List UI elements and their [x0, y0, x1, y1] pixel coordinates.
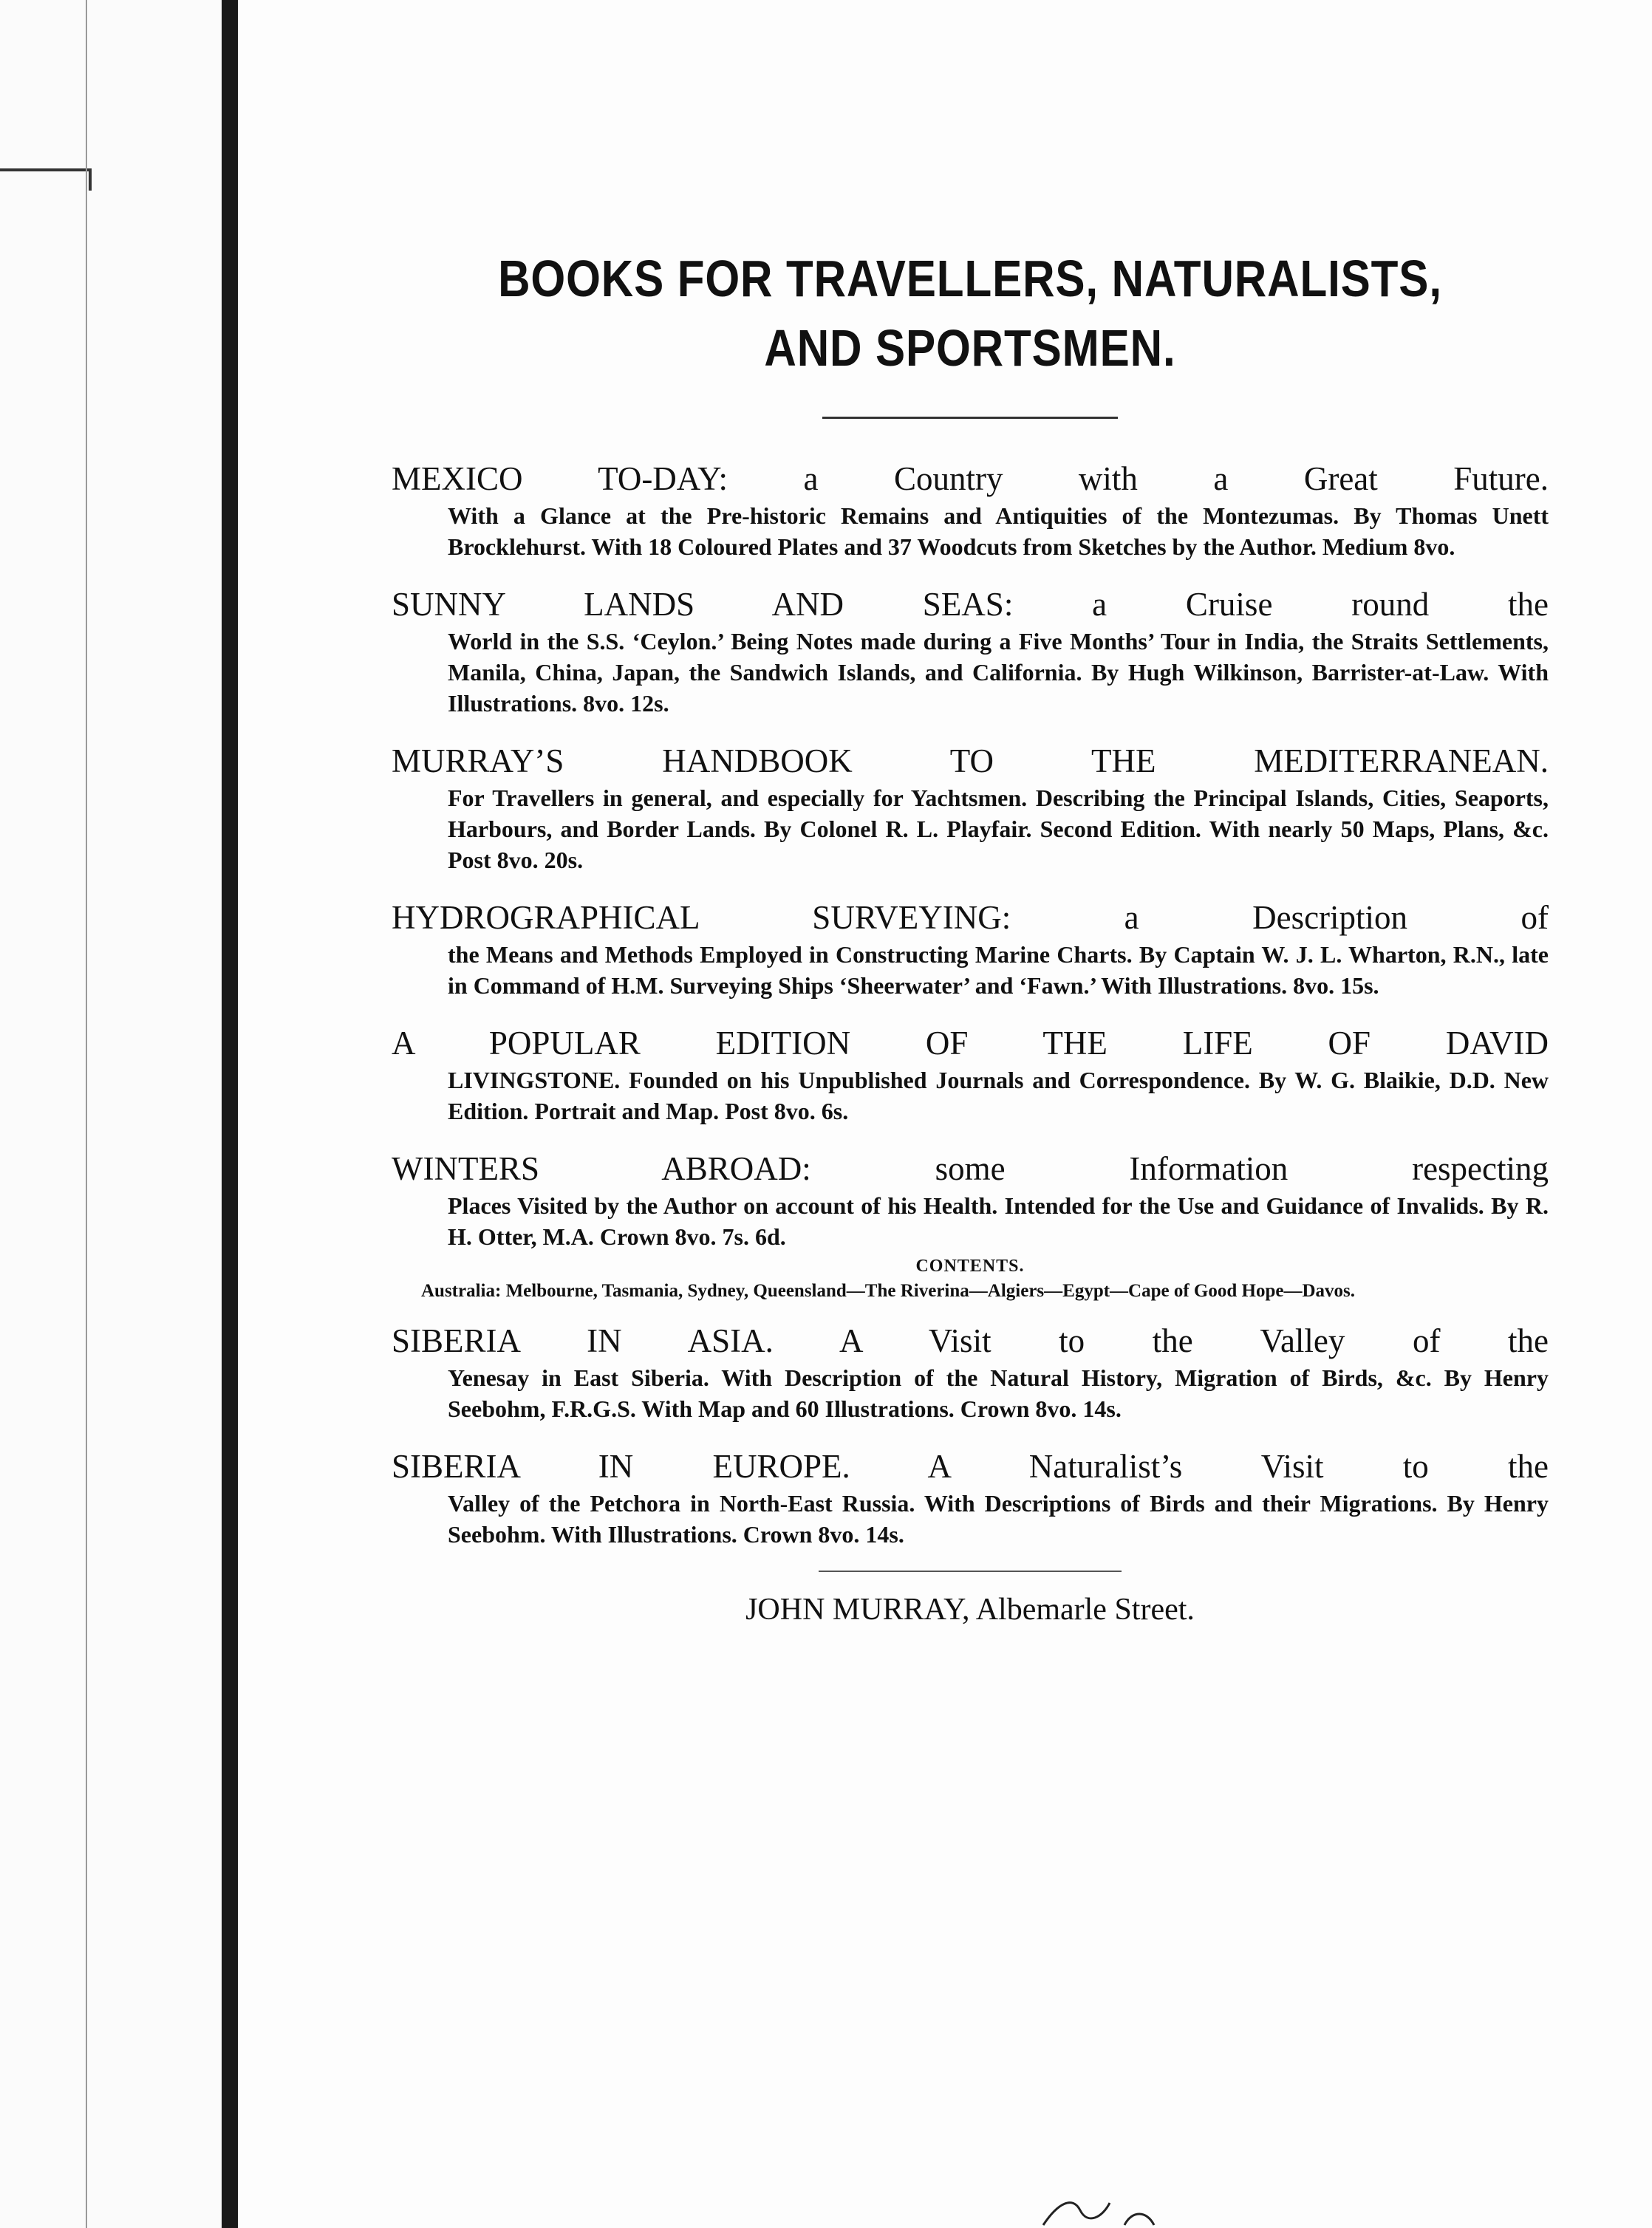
book-entry-heading: MURRAY’S HANDBOOK TO THE MEDITERRANEAN. [392, 742, 1549, 779]
book-entry-description: the Means and Methods Employed in Constructing Marine Charts. By Captain W. J. L. Wharton, R.N., late in Command of H.M. Surveying Ships ‘Sheerwater’ and ‘Fawn.’ With Illustrations. 8vo. 15s. [448, 941, 1549, 999]
ink-scribble-mark [1036, 2188, 1169, 2228]
publisher-imprint: JOHN MURRAY, Albemarle Street. [745, 1593, 1195, 1627]
book-entry-heading: MEXICO TO-DAY: a Country with a Great Future. [392, 460, 1549, 497]
page-title-line-2: AND SPORTSMEN. [764, 319, 1176, 377]
book-entry-sunny-lands [392, 583, 1549, 719]
page-title-line-1: BOOKS FOR TRAVELLERS, NATURALISTS, [498, 250, 1442, 307]
book-entry-description: LIVINGSTONE. Founded on his Unpublished Journals and Correspondence. By W. G. Blaikie, D.D. New Edition. Portrait and Map. Post 8vo. 6s. [448, 1067, 1549, 1124]
book-entry-heading: SUNNY LANDS AND SEAS: a Cruise round the [392, 586, 1549, 623]
book-entry-mediterranean [392, 739, 1549, 875]
page-edge-line [86, 0, 87, 2228]
book-entry-siberia-asia [392, 1319, 1549, 1424]
book-entry-description: With a Glance at the Pre-historic Remains and Antiquities of the Montezumas. By Thomas Unett Brocklehurst. With 18 Coloured Plates and 37 Woodcuts from Sketches by the Author. Medium 8vo. [448, 502, 1549, 560]
previous-page-edge [0, 0, 222, 2228]
book-entry-heading: HYDROGRAPHICAL SURVEYING: a Description of [392, 899, 1549, 936]
book-spine [222, 0, 238, 2228]
contents-list: Australia: Melbourne, Tasmania, Sydney, Queensland—The Riverina—Algiers—Egypt—Cape of Good Hope—Davos. [421, 1281, 1356, 1301]
book-entry-description: Places Visited by the Author on account of his Health. Intended for the Use and Guidance of Invalids. By R. H. Otter, M.A. Crown 8vo. 7s. 6d. [448, 1192, 1549, 1250]
book-entry-livingstone [392, 1022, 1549, 1127]
book-entry-mexico [392, 457, 1549, 562]
title-divider [822, 417, 1118, 419]
contents-heading: CONTENTS. [915, 1257, 1025, 1276]
book-entry-heading: SIBERIA IN EUROPE. A Naturalist’s Visit to the [392, 1448, 1549, 1485]
book-entry-description: Valley of the Petchora in North-East Russia. With Descriptions of Birds and their Migrations. By Henry Seebohm. With Illustrations. Crown 8vo. 14s. [448, 1490, 1549, 1548]
page [238, 0, 1652, 2228]
book-entry-description: World in the S.S. ‘Ceylon.’ Being Notes made during a Five Months’ Tour in India, the Straits Settlements, Manila, China, Japan, the Sandwich Islands, and California. By Hugh Wilkinson, Barrister-at-Law. With Illustrations. 8vo. 12s. [448, 628, 1549, 717]
book-entry-heading: A POPULAR EDITION OF THE LIFE OF DAVID [392, 1025, 1549, 1062]
book-entry-heading: WINTERS ABROAD: some Information respecting [392, 1150, 1549, 1187]
imprint-divider [819, 1571, 1122, 1572]
book-entry-description: For Travellers in general, and especially for Yachtsmen. Describing the Principal Islands, Cities, Seaports, Harbours, and Border Lands. By Colonel R. L. Playfair. Second Edition. With nearly 50 Maps, Plans, &c. Post 8vo. 20s. [448, 785, 1549, 873]
book-entry-siberia-europe [392, 1445, 1549, 1550]
book-entry-heading: SIBERIA IN ASIA. A Visit to the Valley of the [392, 1322, 1549, 1359]
page-edge-mark [0, 168, 92, 191]
book-entry-winters-abroad [392, 1147, 1549, 1252]
page-content [392, 244, 1549, 1630]
book-entry-description: Yenesay in East Siberia. With Description of the Natural History, Migration of Birds, &c. By Henry Seebohm, F.R.G.S. With Map and 60 Illustrations. Crown 8vo. 14s. [448, 1364, 1549, 1422]
book-entry-hydrographical [392, 896, 1549, 1001]
